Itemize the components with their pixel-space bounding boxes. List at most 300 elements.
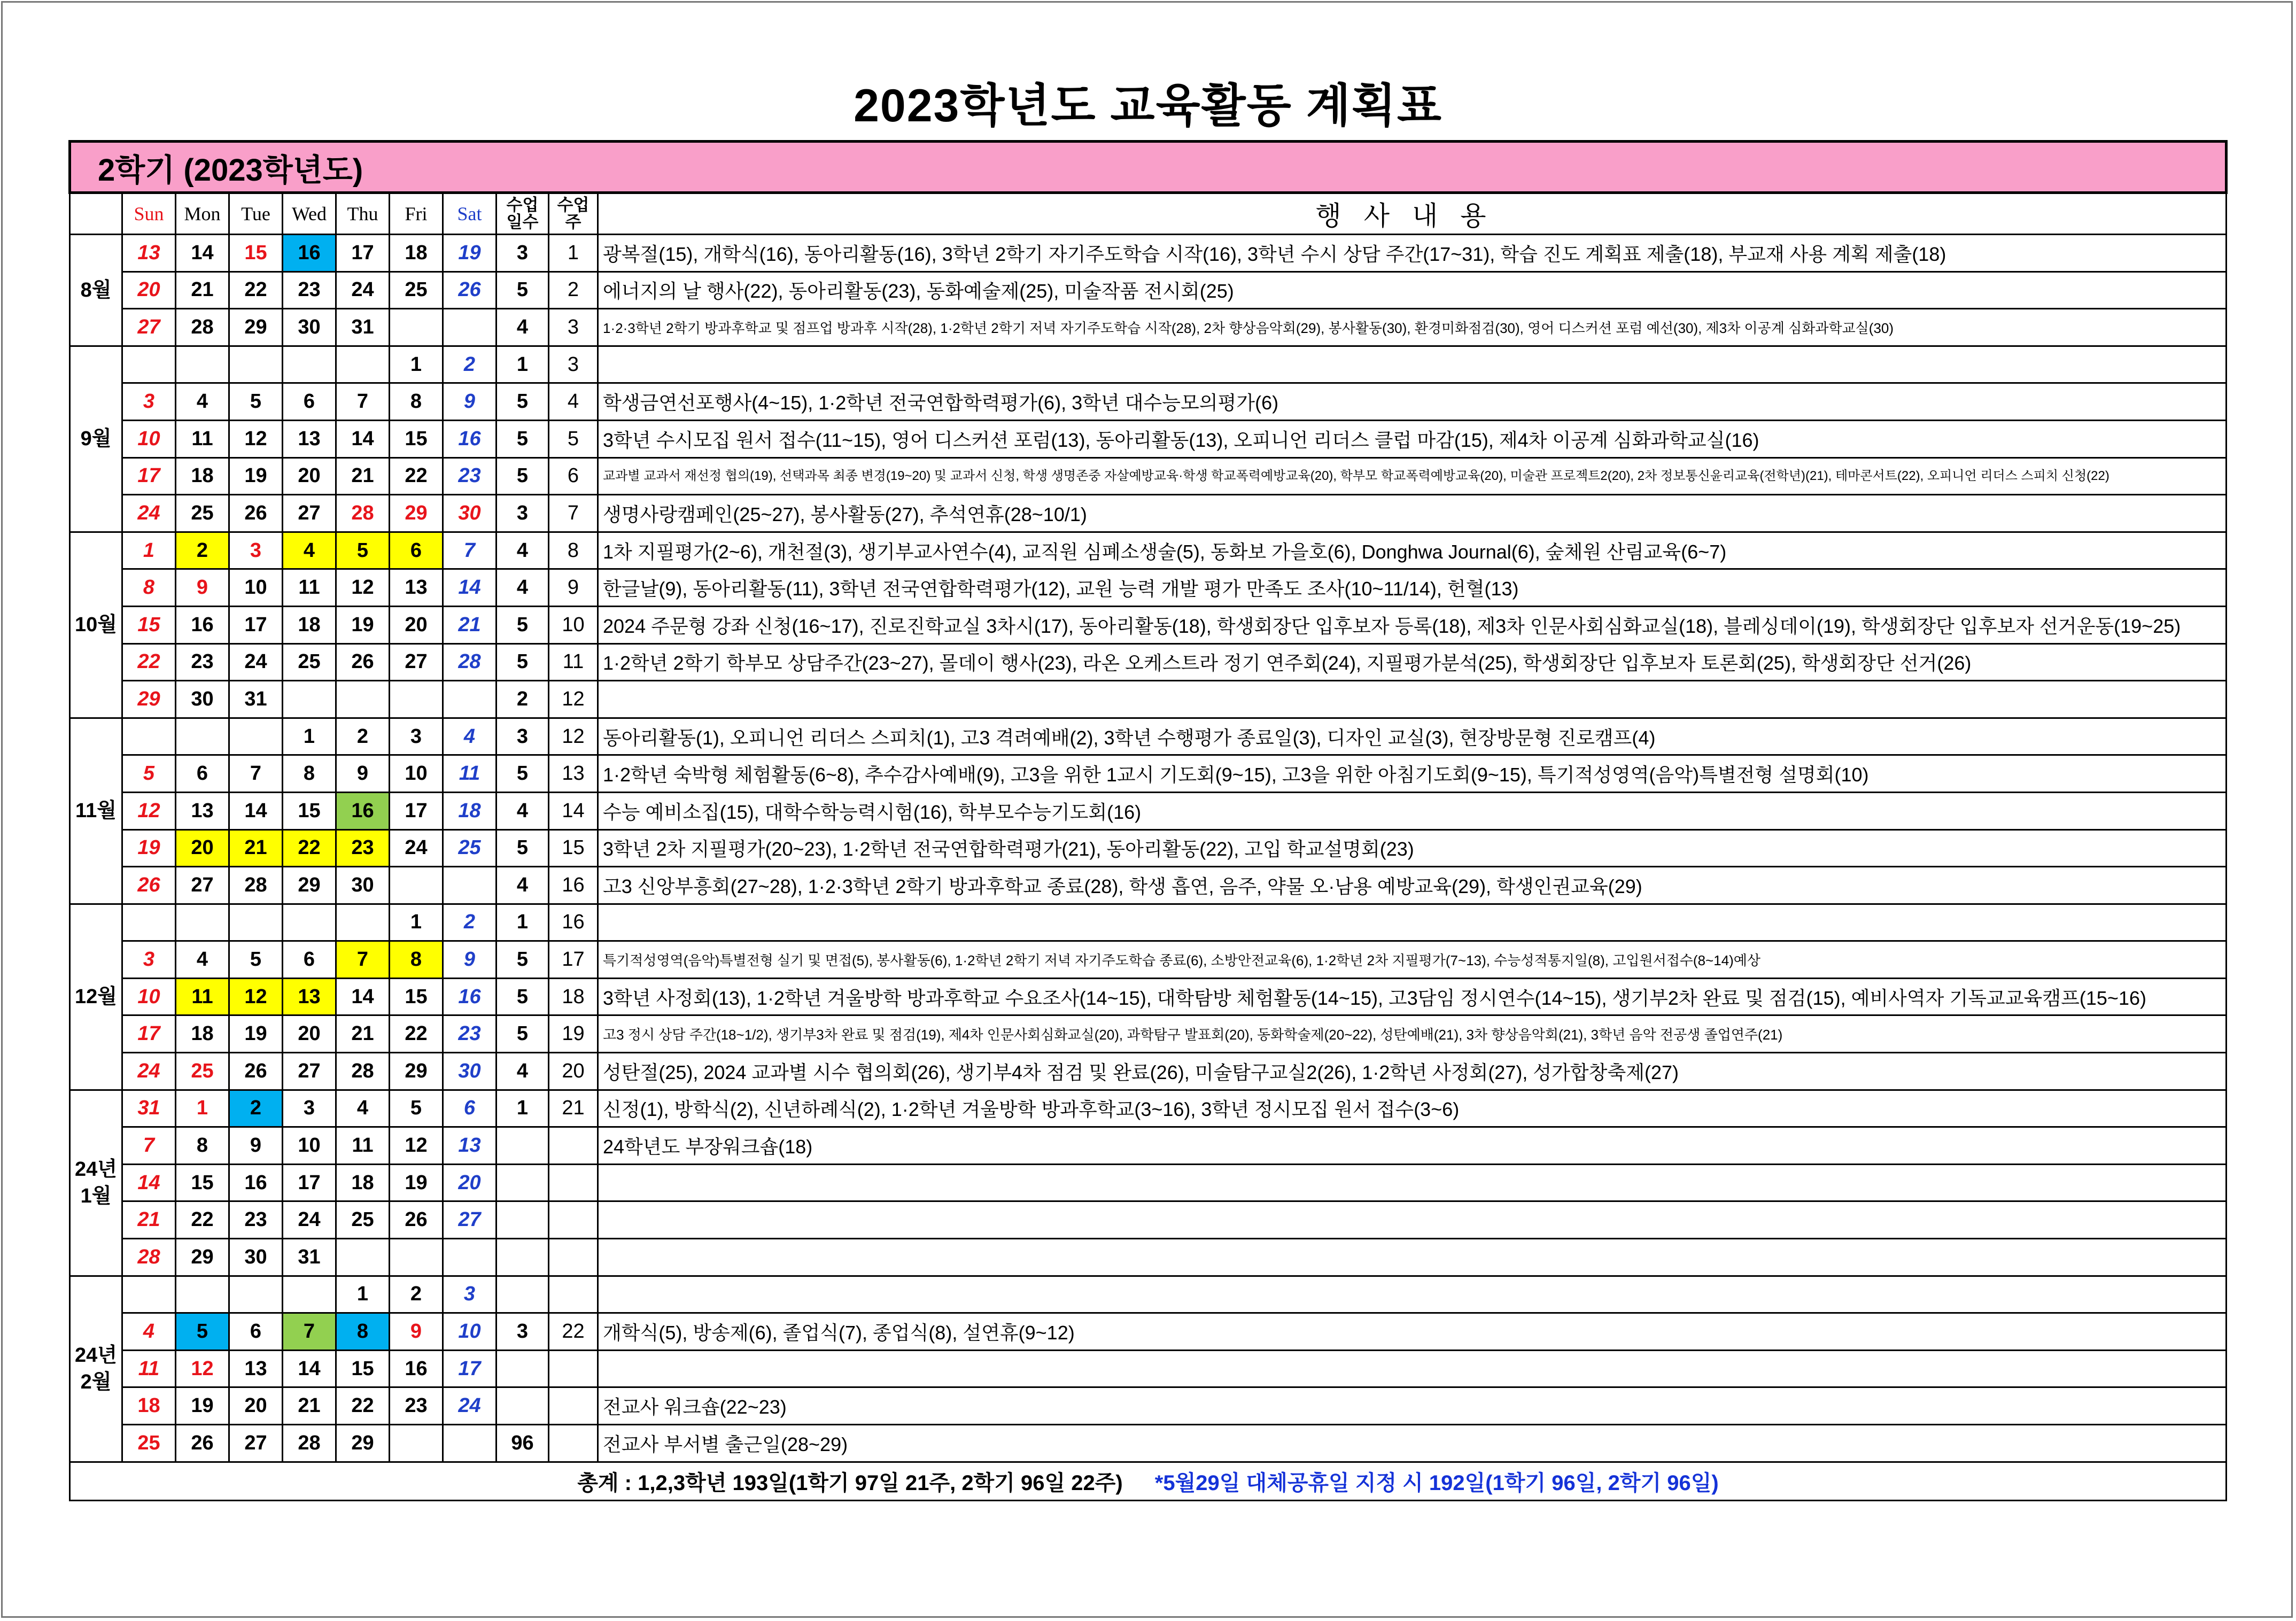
day-cell-fri bbox=[390, 309, 443, 346]
day-cell-tue: 12 bbox=[229, 978, 283, 1015]
class-days-cell bbox=[497, 1239, 549, 1276]
day-cell-thu: 14 bbox=[336, 420, 390, 457]
week-row bbox=[70, 532, 2227, 569]
day-cell-sun: 1 bbox=[122, 532, 176, 569]
event-cell bbox=[598, 1239, 2227, 1276]
day-cell-thu: 7 bbox=[336, 383, 390, 421]
class-week-cell: 5 bbox=[549, 420, 598, 457]
day-cell-wed: 20 bbox=[283, 1015, 336, 1053]
day-cell-sat: 13 bbox=[443, 1127, 497, 1165]
month-label-text: 2월 bbox=[80, 1371, 112, 1394]
day-cell-fri: 10 bbox=[390, 755, 443, 793]
event-cell: 성탄절(25), 2024 교과별 시수 협의회(26), 생기부4차 점검 및 완료(26), 미술탐구교실2(26), 1·2학년 사정회(27), 성가합창축제(27) bbox=[598, 1053, 2227, 1090]
day-cell-sun: 13 bbox=[122, 235, 176, 272]
class-week-cell: 17 bbox=[549, 941, 598, 979]
day-cell-sat: 28 bbox=[443, 643, 497, 681]
day-cell-wed: 11 bbox=[283, 569, 336, 607]
class-week-cell: 16 bbox=[549, 904, 598, 941]
day-cell-wed: 30 bbox=[283, 309, 336, 346]
header-month bbox=[70, 193, 122, 235]
day-cell-tue: 2 bbox=[229, 1090, 283, 1127]
day-cell-tue: 28 bbox=[229, 867, 283, 904]
day-cell-sat: 16 bbox=[443, 978, 497, 1015]
day-cell-mon bbox=[176, 1276, 229, 1313]
day-cell-sun: 10 bbox=[122, 978, 176, 1015]
day-cell-mon: 14 bbox=[176, 235, 229, 272]
day-cell-sat: 18 bbox=[443, 792, 497, 829]
day-cell-tue: 20 bbox=[229, 1387, 283, 1425]
day-cell-wed: 22 bbox=[283, 829, 336, 867]
day-cell-mon: 28 bbox=[176, 309, 229, 346]
class-days-cell: 4 bbox=[497, 532, 549, 569]
event-cell: 전교사 워크숍(22~23) bbox=[598, 1387, 2227, 1425]
header-class-week-a: 수업 bbox=[557, 196, 589, 214]
week-row bbox=[70, 718, 2227, 755]
day-cell-wed: 1 bbox=[283, 718, 336, 755]
day-cell-thu: 28 bbox=[336, 1053, 390, 1090]
day-cell-fri: 8 bbox=[390, 941, 443, 979]
day-cell-sun: 18 bbox=[122, 1387, 176, 1425]
class-days-cell: 1 bbox=[497, 1090, 549, 1127]
day-cell-thu: 21 bbox=[336, 457, 390, 495]
event-cell bbox=[598, 346, 2227, 383]
day-cell-wed: 3 bbox=[283, 1090, 336, 1127]
day-cell-sun: 21 bbox=[122, 1201, 176, 1239]
event-cell: 1·2·3학년 2학기 방과후학교 및 점프업 방과후 시작(28), 1·2학년 2학기 저녁 자기주도학습 시작(28), 2차 향상음악회(29), 봉사활동(30), 환경미화점검(30), 영어 디스커션 포럼 예선(30), 제3차 이공계 심화과학교실(30) bbox=[598, 309, 2227, 346]
day-cell-sun: 27 bbox=[122, 309, 176, 346]
week-row bbox=[70, 829, 2227, 867]
class-week-cell: 6 bbox=[549, 457, 598, 495]
day-cell-thu: 31 bbox=[336, 309, 390, 346]
week-row bbox=[70, 1239, 2227, 1276]
event-cell bbox=[598, 1201, 2227, 1239]
day-cell-thu: 7 bbox=[336, 941, 390, 979]
day-cell-sat: 17 bbox=[443, 1350, 497, 1387]
day-cell-mon: 18 bbox=[176, 1015, 229, 1053]
class-week-cell: 11 bbox=[549, 643, 598, 681]
class-week-cell: 1 bbox=[549, 235, 598, 272]
day-cell-fri: 2 bbox=[390, 1276, 443, 1313]
day-cell-tue: 19 bbox=[229, 1015, 283, 1053]
month-label bbox=[70, 235, 122, 346]
event-cell: 신정(1), 방학식(2), 신년하례식(2), 1·2학년 겨울방학 방과후학교(3~16), 3학년 정시모집 원서 접수(3~6) bbox=[598, 1090, 2227, 1127]
day-cell-wed bbox=[283, 346, 336, 383]
class-week-cell bbox=[549, 1350, 598, 1387]
week-row bbox=[70, 941, 2227, 979]
week-row bbox=[70, 1313, 2227, 1351]
day-cell-fri: 5 bbox=[390, 1090, 443, 1127]
header-thu: Thu bbox=[336, 193, 390, 235]
day-cell-mon: 1 bbox=[176, 1090, 229, 1127]
class-days-cell bbox=[497, 1350, 549, 1387]
day-cell-thu: 14 bbox=[336, 978, 390, 1015]
calendar-table bbox=[68, 140, 2228, 1501]
class-days-cell: 5 bbox=[497, 383, 549, 421]
day-cell-sun bbox=[122, 1276, 176, 1313]
day-cell-sun: 3 bbox=[122, 941, 176, 979]
day-cell-sun: 24 bbox=[122, 495, 176, 532]
day-cell-tue: 16 bbox=[229, 1164, 283, 1201]
day-cell-mon: 19 bbox=[176, 1387, 229, 1425]
day-cell-mon: 25 bbox=[176, 495, 229, 532]
day-cell-fri bbox=[390, 681, 443, 718]
day-cell-thu: 4 bbox=[336, 1090, 390, 1127]
day-cell-fri: 15 bbox=[390, 420, 443, 457]
day-cell-fri: 22 bbox=[390, 457, 443, 495]
header-fri: Fri bbox=[390, 193, 443, 235]
day-cell-fri: 22 bbox=[390, 1015, 443, 1053]
day-cell-mon: 27 bbox=[176, 867, 229, 904]
day-cell-fri: 29 bbox=[390, 495, 443, 532]
month-label bbox=[70, 1090, 122, 1276]
class-week-cell: 21 bbox=[549, 1090, 598, 1127]
week-row bbox=[70, 1127, 2227, 1165]
day-cell-thu: 22 bbox=[336, 1387, 390, 1425]
day-cell-mon bbox=[176, 346, 229, 383]
day-cell-sun: 28 bbox=[122, 1239, 176, 1276]
week-row bbox=[70, 904, 2227, 941]
event-cell: 특기적성영역(음악)특별전형 실기 및 면접(5), 봉사활동(6), 1·2학년 2학기 저녁 자기주도학습 종료(6), 소방안전교육(6), 1·2학년 2차 지필평가(7~13), 수능성적통지일(8), 고입원서접수(8~14)예상 bbox=[598, 941, 2227, 979]
day-cell-thu: 8 bbox=[336, 1313, 390, 1351]
class-week-cell: 3 bbox=[549, 309, 598, 346]
week-row bbox=[70, 1015, 2227, 1053]
day-cell-mon: 8 bbox=[176, 1127, 229, 1165]
day-cell-tue bbox=[229, 1276, 283, 1313]
class-week-cell: 12 bbox=[549, 718, 598, 755]
day-cell-thu: 18 bbox=[336, 1164, 390, 1201]
event-cell: 고3 정시 상담 주간(18~1/2), 생기부3차 완료 및 점검(19), 제4차 인문사회심화교실(20), 과학탐구 발표회(20), 동화학술제(20~22), 성탄예배(21), 3차 향상음악회(21), 3학년 음악 전공생 졸업연주(21) bbox=[598, 1015, 2227, 1053]
week-row bbox=[70, 235, 2227, 272]
month-label-text: 24년 bbox=[75, 1344, 117, 1367]
header-row bbox=[70, 193, 2227, 235]
day-cell-sun: 8 bbox=[122, 569, 176, 607]
event-cell: 교과별 교과서 재선정 협의(19), 선택과목 최종 변경(19~20) 및 교과서 신청, 학생 생명존중 자살예방교육·학생 학교폭력예방교육(20), 학부모 학교폭력예방교육(20), 미술관 프로젝트2(20), 2차 정보통신윤리교육(전학년)(21), 테마콘서트(22), 오피니언 리더스 스피치 신청(22) bbox=[598, 457, 2227, 495]
day-cell-sat: 27 bbox=[443, 1201, 497, 1239]
day-cell-thu bbox=[336, 1239, 390, 1276]
class-days-cell: 4 bbox=[497, 569, 549, 607]
class-days-cell: 5 bbox=[497, 1015, 549, 1053]
day-cell-sat: 9 bbox=[443, 383, 497, 421]
class-days-cell bbox=[497, 1387, 549, 1425]
day-cell-sun: 25 bbox=[122, 1425, 176, 1462]
event-cell bbox=[598, 1350, 2227, 1387]
class-week-cell: 19 bbox=[549, 1015, 598, 1053]
header-class-days-a: 수업 bbox=[506, 196, 539, 214]
day-cell-sun: 19 bbox=[122, 829, 176, 867]
class-days-cell: 3 bbox=[497, 1313, 549, 1351]
day-cell-fri: 25 bbox=[390, 272, 443, 309]
week-row bbox=[70, 457, 2227, 495]
day-cell-mon: 23 bbox=[176, 643, 229, 681]
day-cell-thu: 30 bbox=[336, 867, 390, 904]
week-row bbox=[70, 755, 2227, 793]
header-sun: Sun bbox=[122, 193, 176, 235]
event-cell bbox=[598, 1276, 2227, 1313]
month-label bbox=[70, 904, 122, 1090]
total-row bbox=[70, 1462, 2227, 1500]
day-cell-sat: 2 bbox=[443, 346, 497, 383]
header-class-week-b: 주 bbox=[565, 213, 581, 231]
week-row bbox=[70, 495, 2227, 532]
day-cell-tue: 31 bbox=[229, 681, 283, 718]
day-cell-sat bbox=[443, 1239, 497, 1276]
day-cell-wed: 4 bbox=[283, 532, 336, 569]
day-cell-mon bbox=[176, 718, 229, 755]
day-cell-mon: 12 bbox=[176, 1350, 229, 1387]
day-cell-mon: 29 bbox=[176, 1239, 229, 1276]
week-row bbox=[70, 1090, 2227, 1127]
day-cell-sun bbox=[122, 346, 176, 383]
class-days-cell: 3 bbox=[497, 718, 549, 755]
page-title: 2023학년도 교육활동 계획표 bbox=[854, 80, 1442, 131]
day-cell-wed: 6 bbox=[283, 941, 336, 979]
day-cell-sun bbox=[122, 904, 176, 941]
day-cell-wed: 16 bbox=[283, 235, 336, 272]
day-cell-sun: 3 bbox=[122, 383, 176, 421]
class-days-cell: 96 bbox=[497, 1425, 549, 1462]
day-cell-fri: 1 bbox=[390, 904, 443, 941]
class-days-cell: 5 bbox=[497, 829, 549, 867]
day-cell-fri: 6 bbox=[390, 532, 443, 569]
month-label bbox=[70, 346, 122, 532]
class-week-cell bbox=[549, 1425, 598, 1462]
day-cell-wed: 20 bbox=[283, 457, 336, 495]
day-cell-tue: 30 bbox=[229, 1239, 283, 1276]
day-cell-wed: 15 bbox=[283, 792, 336, 829]
class-days-cell: 5 bbox=[497, 457, 549, 495]
class-days-cell: 5 bbox=[497, 755, 549, 793]
day-cell-sun: 7 bbox=[122, 1127, 176, 1165]
week-row bbox=[70, 643, 2227, 681]
day-cell-sat: 10 bbox=[443, 1313, 497, 1351]
day-cell-sat: 6 bbox=[443, 1090, 497, 1127]
day-cell-wed: 13 bbox=[283, 978, 336, 1015]
week-row bbox=[70, 1425, 2227, 1462]
day-cell-tue: 5 bbox=[229, 383, 283, 421]
class-week-cell: 13 bbox=[549, 755, 598, 793]
day-cell-fri: 19 bbox=[390, 1164, 443, 1201]
event-cell: 수능 예비소집(15), 대학수학능력시험(16), 학부모수능기도회(16) bbox=[598, 792, 2227, 829]
month-label-text: 24년 bbox=[75, 1158, 117, 1181]
week-row bbox=[70, 1201, 2227, 1239]
header-class-days-b: 일수 bbox=[506, 213, 539, 231]
event-cell: 1차 지필평가(2~6), 개천절(3), 생기부교사연수(4), 교직원 심폐소생술(5), 동화보 가을호(6), Donghwa Journal(6), 숲체원 산림교육(6~7) bbox=[598, 532, 2227, 569]
day-cell-fri: 9 bbox=[390, 1313, 443, 1351]
day-cell-fri: 24 bbox=[390, 829, 443, 867]
event-cell: 광복절(15), 개학식(16), 동아리활동(16), 3학년 2학기 자기주도학습 시작(16), 3학년 수시 상담 주간(17~31), 학습 진도 계획표 제출(18), 부교재 사용 계획 제출(18) bbox=[598, 235, 2227, 272]
day-cell-mon: 11 bbox=[176, 978, 229, 1015]
header-class-week bbox=[549, 193, 598, 235]
day-cell-thu: 12 bbox=[336, 569, 390, 607]
class-week-cell bbox=[549, 1239, 598, 1276]
day-cell-thu: 9 bbox=[336, 755, 390, 793]
day-cell-sun: 29 bbox=[122, 681, 176, 718]
week-row bbox=[70, 383, 2227, 421]
day-cell-mon: 2 bbox=[176, 532, 229, 569]
event-cell: 1·2학년 숙박형 체험활동(6~8), 추수감사예배(9), 고3을 위한 1교시 기도회(9~15), 고3을 위한 아침기도회(9~15), 특기적성영역(음악)특별전형 설명회(10) bbox=[598, 755, 2227, 793]
class-days-cell: 5 bbox=[497, 420, 549, 457]
day-cell-tue: 15 bbox=[229, 235, 283, 272]
day-cell-sun: 5 bbox=[122, 755, 176, 793]
day-cell-tue: 17 bbox=[229, 606, 283, 643]
day-cell-thu: 25 bbox=[336, 1201, 390, 1239]
day-cell-wed bbox=[283, 681, 336, 718]
day-cell-fri: 12 bbox=[390, 1127, 443, 1165]
week-row bbox=[70, 346, 2227, 383]
event-cell: 3학년 사정회(13), 1·2학년 겨울방학 방과후학교 수요조사(14~15), 대학탐방 체험활동(14~15), 고3담임 정시연수(14~15), 생기부2차 완료 및 점검(15), 예비사역자 기독교교육캠프(15~16) bbox=[598, 978, 2227, 1015]
week-row bbox=[70, 1164, 2227, 1201]
day-cell-fri: 17 bbox=[390, 792, 443, 829]
day-cell-tue: 13 bbox=[229, 1350, 283, 1387]
day-cell-sat bbox=[443, 1425, 497, 1462]
week-row bbox=[70, 1276, 2227, 1313]
day-cell-thu: 11 bbox=[336, 1127, 390, 1165]
day-cell-mon: 15 bbox=[176, 1164, 229, 1201]
day-cell-mon: 20 bbox=[176, 829, 229, 867]
day-cell-sat: 26 bbox=[443, 272, 497, 309]
day-cell-mon: 30 bbox=[176, 681, 229, 718]
day-cell-tue: 27 bbox=[229, 1425, 283, 1462]
class-week-cell bbox=[549, 1127, 598, 1165]
day-cell-sun: 17 bbox=[122, 457, 176, 495]
day-cell-wed: 10 bbox=[283, 1127, 336, 1165]
day-cell-mon: 18 bbox=[176, 457, 229, 495]
total-note: *5월29일 대체공휴일 지정 시 192일(1학기 96일, 2학기 96일) bbox=[1154, 1471, 1719, 1495]
class-days-cell: 4 bbox=[497, 1053, 549, 1090]
day-cell-sun: 4 bbox=[122, 1313, 176, 1351]
class-week-cell: 22 bbox=[549, 1313, 598, 1351]
day-cell-thu: 29 bbox=[336, 1425, 390, 1462]
day-cell-mon: 13 bbox=[176, 792, 229, 829]
class-days-cell: 5 bbox=[497, 606, 549, 643]
day-cell-tue: 19 bbox=[229, 457, 283, 495]
month-label-text: 8월 bbox=[80, 278, 112, 301]
class-days-cell: 1 bbox=[497, 904, 549, 941]
day-cell-wed: 28 bbox=[283, 1425, 336, 1462]
day-cell-sat: 4 bbox=[443, 718, 497, 755]
day-cell-thu: 23 bbox=[336, 829, 390, 867]
week-row bbox=[70, 792, 2227, 829]
day-cell-sun: 11 bbox=[122, 1350, 176, 1387]
event-cell: 3학년 2차 지필평가(20~23), 1·2학년 전국연합학력평가(21), 동아리활동(22), 고입 학교설명회(23) bbox=[598, 829, 2227, 867]
class-week-cell: 15 bbox=[549, 829, 598, 867]
event-cell: 2024 주문형 강좌 신청(16~17), 진로진학교실 3차시(17), 동아리활동(18), 학생회장단 입후보자 등록(18), 제3차 인문사회심화교실(18), 블레싱데이(19), 학생회장단 입후보자 선거운동(19~25) bbox=[598, 606, 2227, 643]
event-cell: 생명사랑캠페인(25~27), 봉사활동(27), 추석연휴(28~10/1) bbox=[598, 495, 2227, 532]
event-cell bbox=[598, 681, 2227, 718]
week-row bbox=[70, 606, 2227, 643]
class-days-cell: 4 bbox=[497, 867, 549, 904]
day-cell-tue: 10 bbox=[229, 569, 283, 607]
day-cell-wed: 14 bbox=[283, 1350, 336, 1387]
day-cell-wed: 25 bbox=[283, 643, 336, 681]
day-cell-fri: 23 bbox=[390, 1387, 443, 1425]
header-mon: Mon bbox=[176, 193, 229, 235]
day-cell-sat: 16 bbox=[443, 420, 497, 457]
day-cell-tue: 5 bbox=[229, 941, 283, 979]
day-cell-tue: 26 bbox=[229, 495, 283, 532]
class-week-cell: 9 bbox=[549, 569, 598, 607]
day-cell-sun: 15 bbox=[122, 606, 176, 643]
day-cell-fri: 16 bbox=[390, 1350, 443, 1387]
day-cell-fri bbox=[390, 1239, 443, 1276]
day-cell-sat: 11 bbox=[443, 755, 497, 793]
day-cell-wed: 7 bbox=[283, 1313, 336, 1351]
total-cell bbox=[70, 1462, 2227, 1500]
class-week-cell: 14 bbox=[549, 792, 598, 829]
day-cell-wed: 29 bbox=[283, 867, 336, 904]
day-cell-fri: 15 bbox=[390, 978, 443, 1015]
day-cell-sat: 7 bbox=[443, 532, 497, 569]
class-week-cell: 3 bbox=[549, 346, 598, 383]
day-cell-sun: 26 bbox=[122, 867, 176, 904]
header-sat: Sat bbox=[443, 193, 497, 235]
day-cell-tue: 22 bbox=[229, 272, 283, 309]
day-cell-thu: 24 bbox=[336, 272, 390, 309]
day-cell-wed: 31 bbox=[283, 1239, 336, 1276]
week-row bbox=[70, 867, 2227, 904]
day-cell-tue: 21 bbox=[229, 829, 283, 867]
class-days-cell bbox=[497, 1164, 549, 1201]
day-cell-mon: 21 bbox=[176, 272, 229, 309]
class-days-cell: 5 bbox=[497, 643, 549, 681]
day-cell-mon: 16 bbox=[176, 606, 229, 643]
header-tue: Tue bbox=[229, 193, 283, 235]
day-cell-sat bbox=[443, 867, 497, 904]
header-events: 행사내용 bbox=[598, 193, 2227, 235]
event-cell: 동아리활동(1), 오피니언 리더스 스피치(1), 고3 격려예배(2), 3학년 수행평가 종료일(3), 디자인 교실(3), 현장방문형 진로캠프(4) bbox=[598, 718, 2227, 755]
day-cell-tue: 29 bbox=[229, 309, 283, 346]
month-label bbox=[70, 532, 122, 718]
class-week-cell: 20 bbox=[549, 1053, 598, 1090]
class-days-cell: 1 bbox=[497, 346, 549, 383]
month-label-text: 11월 bbox=[75, 800, 117, 823]
day-cell-sun: 12 bbox=[122, 792, 176, 829]
day-cell-wed: 6 bbox=[283, 383, 336, 421]
week-row bbox=[70, 1350, 2227, 1387]
day-cell-tue: 12 bbox=[229, 420, 283, 457]
day-cell-sun: 22 bbox=[122, 643, 176, 681]
day-cell-fri bbox=[390, 1425, 443, 1462]
day-cell-sat: 21 bbox=[443, 606, 497, 643]
day-cell-tue bbox=[229, 718, 283, 755]
event-cell: 24학년도 부장워크숍(18) bbox=[598, 1127, 2227, 1165]
event-cell: 한글날(9), 동아리활동(11), 3학년 전국연합학력평가(12), 교원 능력 개발 평가 만족도 조사(10~11/14), 헌혈(13) bbox=[598, 569, 2227, 607]
class-week-cell: 7 bbox=[549, 495, 598, 532]
class-week-cell bbox=[549, 1387, 598, 1425]
day-cell-mon: 6 bbox=[176, 755, 229, 793]
day-cell-wed bbox=[283, 1276, 336, 1313]
day-cell-wed bbox=[283, 904, 336, 941]
day-cell-wed: 27 bbox=[283, 1053, 336, 1090]
class-days-cell: 3 bbox=[497, 495, 549, 532]
event-cell: 1·2학년 2학기 학부모 상담주간(23~27), 몰데이 행사(23), 라온 오케스트라 정기 연주회(24), 지필평가분석(25), 학생회장단 입후보자 토론회(25), 학생회장단 선거(26) bbox=[598, 643, 2227, 681]
semester-label: 2학기 (2023학년도) bbox=[70, 142, 2227, 193]
event-cell: 전교사 부서별 출근일(28~29) bbox=[598, 1425, 2227, 1462]
day-cell-fri bbox=[390, 867, 443, 904]
day-cell-thu bbox=[336, 681, 390, 718]
day-cell-thu: 19 bbox=[336, 606, 390, 643]
day-cell-sat: 3 bbox=[443, 1276, 497, 1313]
class-week-cell bbox=[549, 1201, 598, 1239]
day-cell-sat bbox=[443, 309, 497, 346]
day-cell-wed: 8 bbox=[283, 755, 336, 793]
day-cell-sun bbox=[122, 718, 176, 755]
class-days-cell: 4 bbox=[497, 309, 549, 346]
day-cell-thu bbox=[336, 904, 390, 941]
day-cell-sat: 2 bbox=[443, 904, 497, 941]
day-cell-thu: 1 bbox=[336, 1276, 390, 1313]
day-cell-tue bbox=[229, 346, 283, 383]
